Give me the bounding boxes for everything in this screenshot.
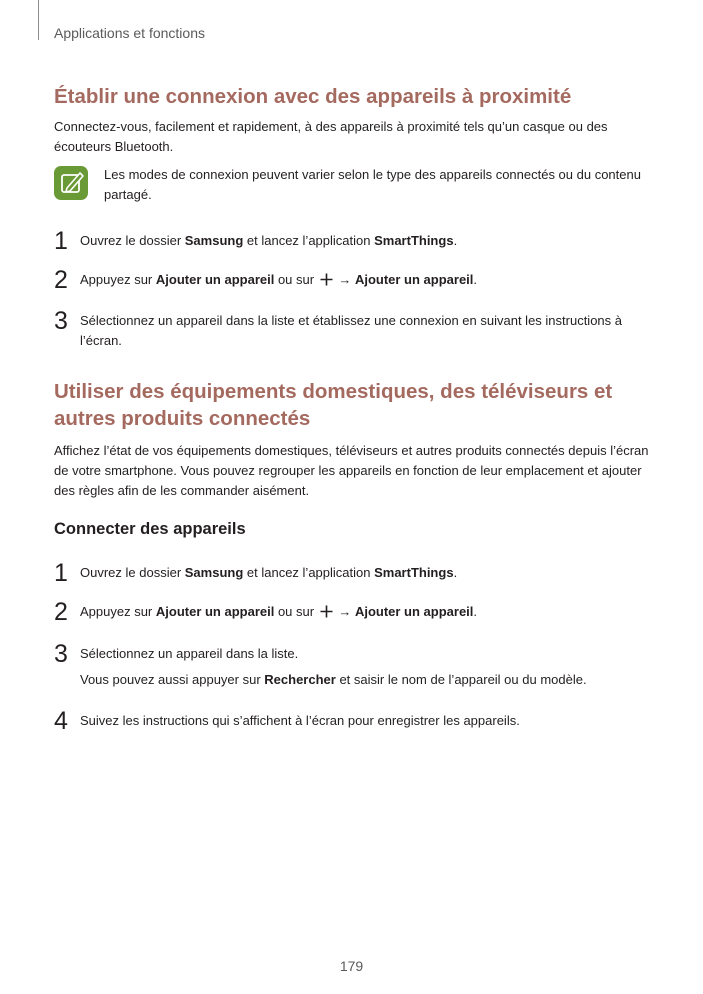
step-text: Ouvrez le dossier Samsung et lancez l’application SmartThings.	[80, 565, 458, 580]
step-text: Sélectionnez un appareil dans la liste.	[80, 646, 299, 661]
step-text: Sélectionnez un appareil dans la liste et établissez une connexion en suivant les instructions à l’écran.	[80, 313, 623, 348]
section-title-connected-devices: Utiliser des équipements domestiques, des téléviseurs et autres produits connectés	[54, 380, 613, 430]
section-intro-connected-devices: Affichez l’état de vos équipements domestiques, téléviseurs et autres produits connectés depuis l’écran de votre smartphone. Vous pouvez regrouper les appareils en fonction de leur emplacement et ajouter des règles afin de les commander aisément.	[54, 443, 649, 498]
step-number: 1	[54, 227, 68, 255]
step-text: Suivez les instructions qui s’affichent à l’écran pour enregistrer les appareils.	[80, 713, 520, 728]
page-number: 179	[339, 958, 364, 974]
section-title-nearby-devices: Établir une connexion avec des appareils à proximité	[54, 85, 572, 108]
running-head: Applications et fonctions	[54, 25, 205, 41]
plus-icon	[320, 604, 333, 624]
step-text: Appuyez sur Ajouter un appareil ou sur → Ajouter un appareil.	[80, 270, 640, 292]
note-text: Les modes de connexion peuvent varier selon le type des appareils connectés ou du contenu partagé.	[104, 167, 641, 202]
step-number: 4	[54, 707, 68, 735]
step-3-connect	[54, 640, 654, 690]
subsection-title: Connecter des appareils	[54, 520, 246, 538]
step-2-connect	[54, 598, 654, 626]
step-number: 3	[54, 307, 68, 335]
step-number: 2	[54, 266, 68, 294]
step-3-nearby	[54, 307, 654, 351]
step-1-nearby	[54, 227, 654, 255]
section-intro-nearby-devices: Connectez-vous, facilement et rapidement, à des appareils à proximité tels qu’un casque ou des écouteurs Bluetooth.	[54, 119, 608, 154]
header-rule	[38, 0, 39, 40]
pencil-note-icon	[54, 166, 88, 200]
step-1-connect	[54, 559, 654, 587]
step-number: 2	[54, 598, 68, 626]
step-extra-text: Vous pouvez aussi appuyer sur Rechercher et saisir le nom de l’appareil ou du modèle.	[80, 672, 587, 687]
step-number: 3	[54, 640, 68, 668]
step-2-nearby	[54, 266, 654, 294]
step-text: Ouvrez le dossier Samsung et lancez l’application SmartThings.	[80, 233, 458, 248]
step-text: Appuyez sur Ajouter un appareil ou sur → Ajouter un appareil.	[80, 602, 640, 624]
step-4-connect	[54, 707, 654, 735]
step-number: 1	[54, 559, 68, 587]
plus-icon	[320, 272, 333, 292]
